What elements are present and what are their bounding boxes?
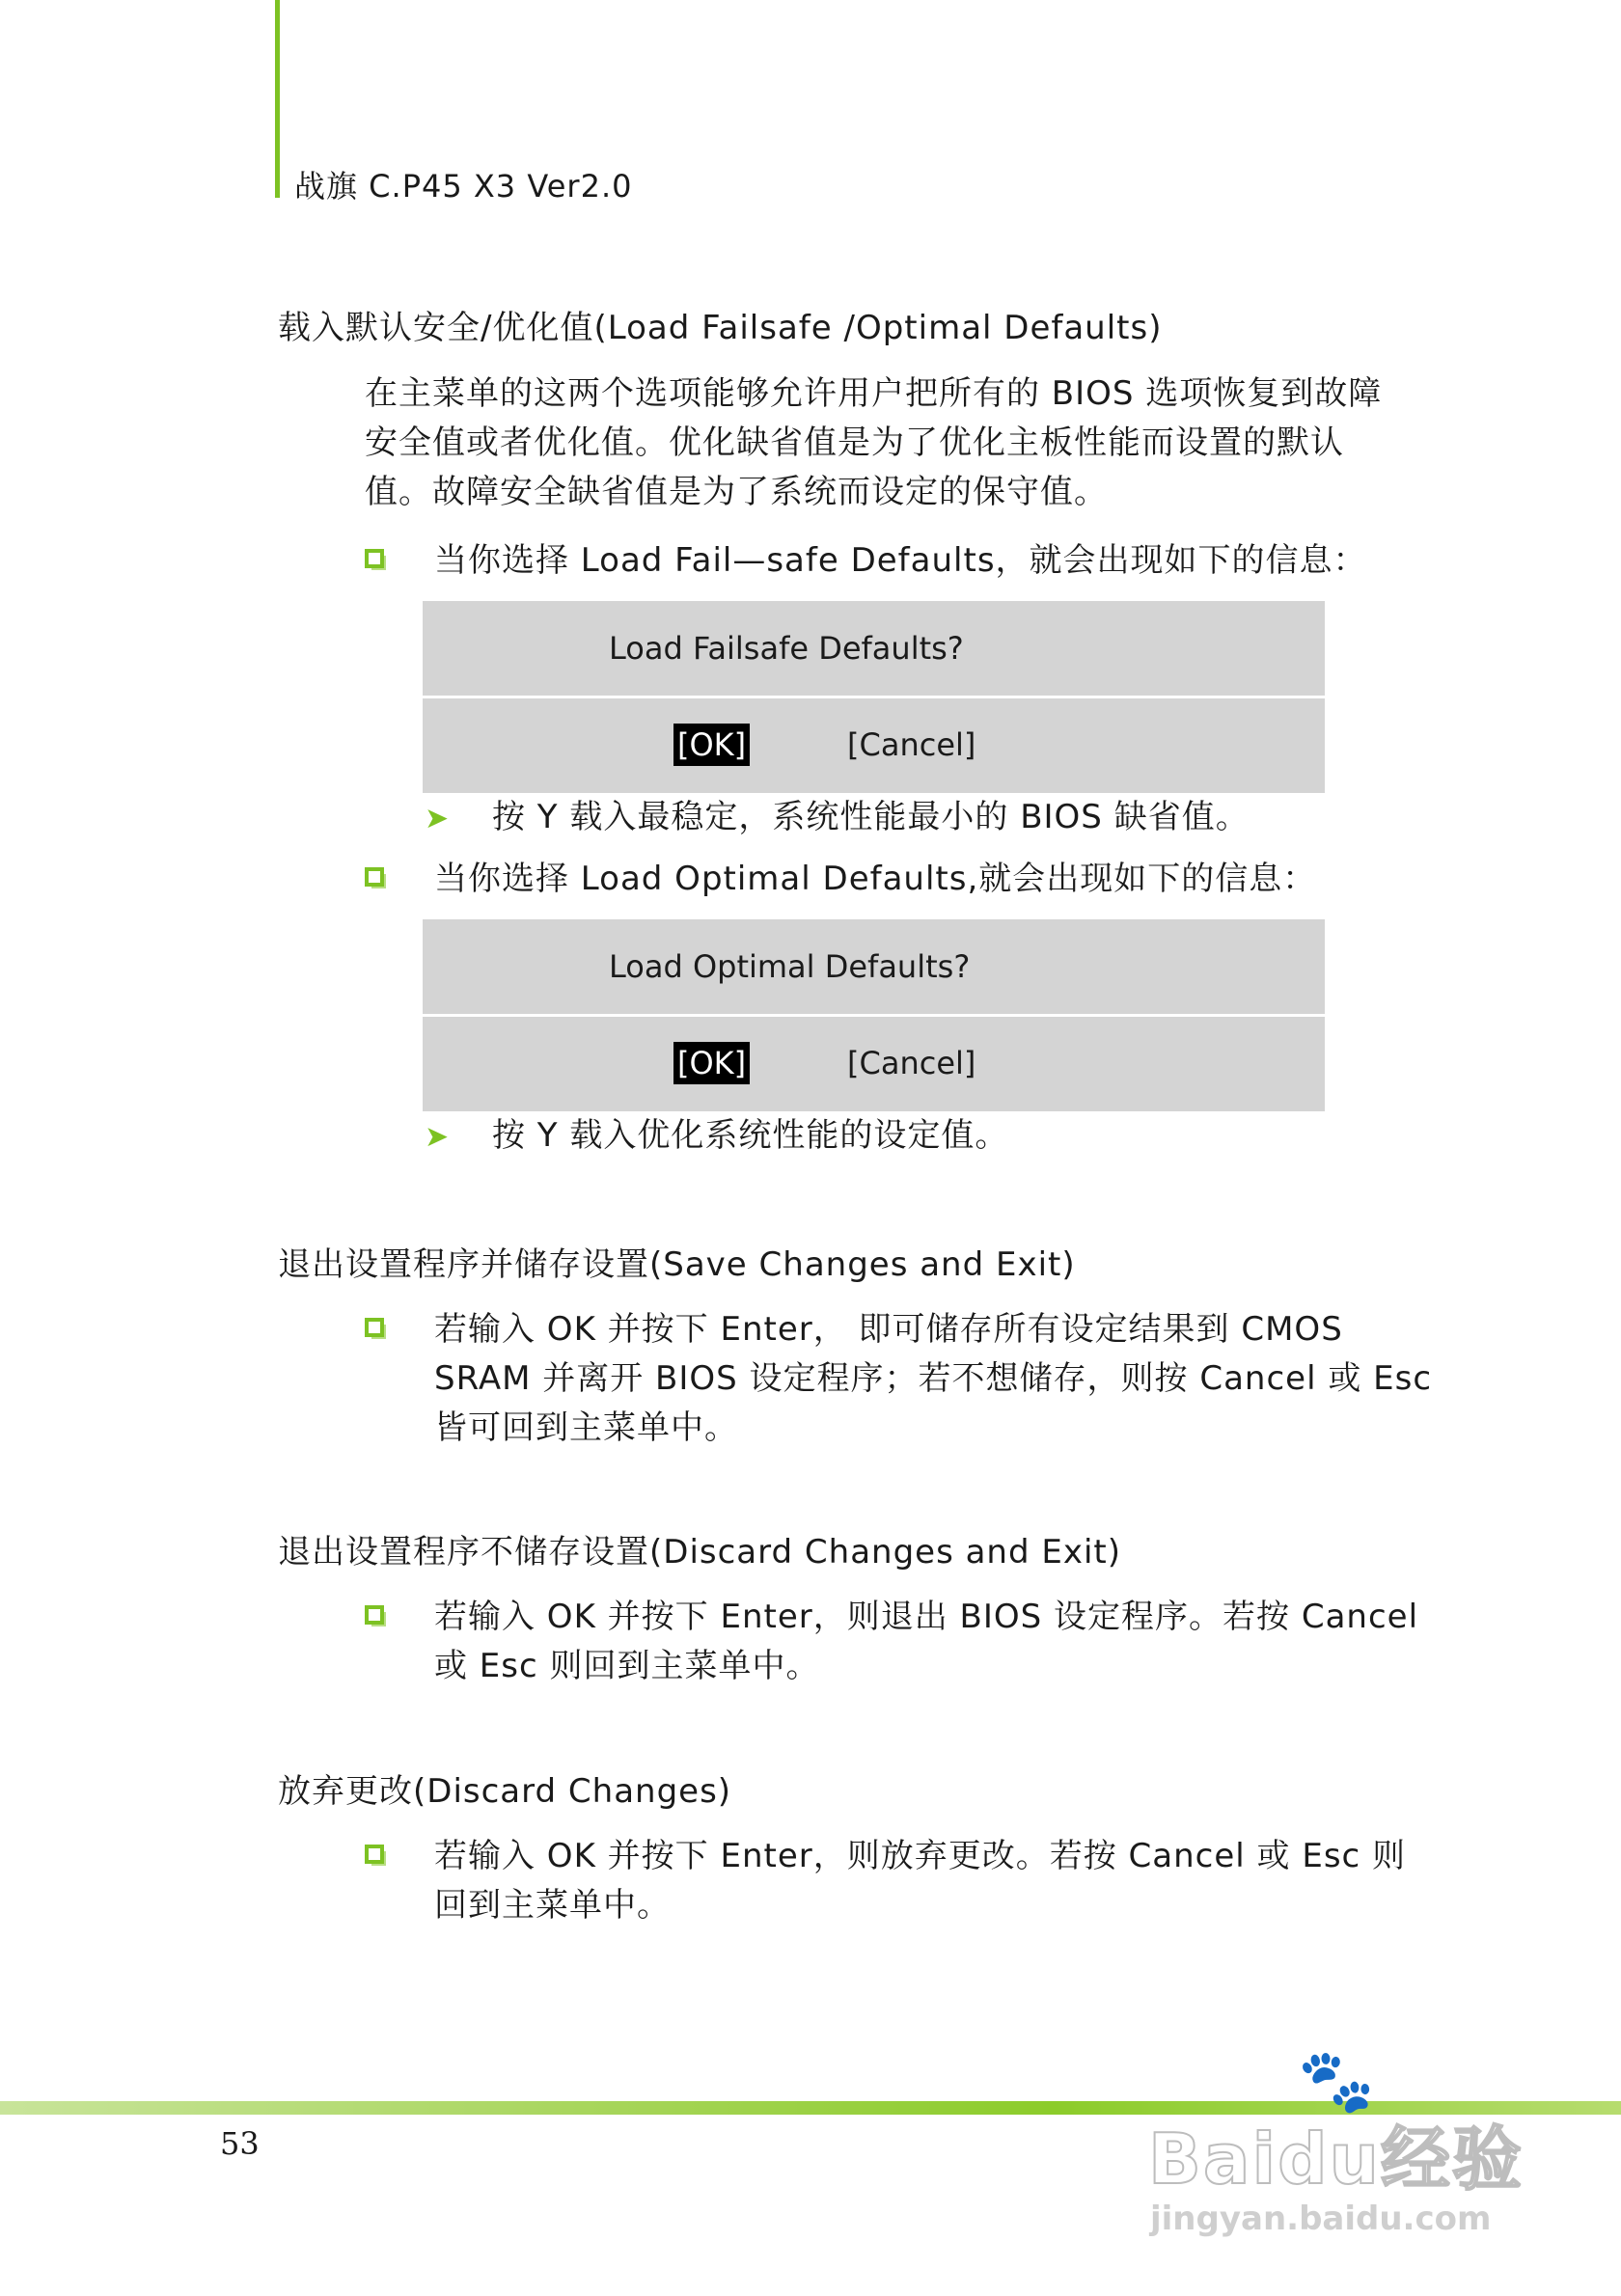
note-item [425, 1111, 1008, 1162]
dialog-prompt: Load Optimal Defaults? [423, 919, 1325, 1014]
list-item [365, 855, 1434, 904]
list-item [365, 536, 1434, 586]
section-heading-discard-exit: 退出设置程序不储存设置(Discard Changes and Exit) [278, 1533, 1122, 1572]
checkbox-bullet-icon [365, 1605, 384, 1625]
document-header: 战旗 C.P45 X3 Ver2.0 [294, 168, 633, 205]
arrow-bullet-icon: ➤ [425, 1120, 451, 1154]
watermark-url: jingyan.baidu.com [1150, 2200, 1492, 2238]
arrow-bullet-icon: ➤ [425, 802, 451, 835]
bios-dialog-failsafe [423, 601, 1325, 793]
cancel-button[interactable]: [Cancel] [847, 726, 976, 763]
checkbox-bullet-icon [365, 1845, 384, 1864]
ok-button[interactable]: [OK] [673, 1042, 750, 1084]
list-item-text: 当你选择 Load Optimal Defaults,就会出现如下的信息： [434, 860, 1317, 898]
dialog-button-row [423, 1017, 1325, 1111]
list-item-text: 若输入 OK 并按下 Enter，则退出 BIOS 设定程序。若按 Cancel 或 Esc 则回到主菜单中。 [434, 1598, 1419, 1685]
list-item-text: 若输入 OK 并按下 Enter，则放弃更改。若按 Cancel 或 Esc 则回到主菜单中。 [434, 1837, 1407, 1925]
dialog-button-row [423, 698, 1325, 793]
checkbox-bullet-icon [365, 1318, 384, 1337]
note-item [425, 793, 1250, 843]
section-paragraph: 在主菜单的这两个选项能够允许用户把所有的 BIOS 选项恢复到故障安全值或者优化值。优化缺省值是为了优化主板性能而设置的默认值。故障安全缺省值是为了系统而设定的保守值。 [365, 374, 1383, 511]
bios-dialog-optimal [423, 919, 1325, 1111]
cancel-button[interactable]: [Cancel] [847, 1045, 976, 1081]
list-item [365, 1832, 1434, 1930]
ok-button[interactable]: [OK] [673, 724, 750, 766]
dialog-prompt: Load Failsafe Defaults? [423, 601, 1325, 696]
paw-icon: 🐾 [1298, 2046, 1375, 2118]
header-accent-line [275, 0, 280, 198]
note-text: 按 Y 载入优化系统性能的设定值。 [492, 1116, 1009, 1155]
baidu-watermark [1148, 2045, 1534, 2238]
section-heading-save-exit: 退出设置程序并储存设置(Save Changes and Exit) [278, 1245, 1076, 1284]
note-text: 按 Y 载入最稳定，系统性能最小的 BIOS 缺省值。 [492, 798, 1250, 836]
list-item [365, 1305, 1434, 1453]
checkbox-bullet-icon [365, 867, 384, 887]
page-number: 53 [220, 2125, 260, 2162]
list-item [365, 1593, 1434, 1691]
list-item-text: 当你选择 Load Fail—safe Defaults，就会出现如下的信息： [434, 541, 1367, 580]
list-item-text: 若输入 OK 并按下 Enter， 即可储存所有设定结果到 CMOS SRAM 并离开 BIOS 设定程序；若不想储存，则按 Cancel 或 Esc 皆可回到主菜单中。 [434, 1310, 1433, 1447]
watermark-logo: Baidu经验 [1148, 2118, 1524, 2200]
section-heading-load-defaults: 载入默认安全/优化值(Load Failsafe /Optimal Defaults) [278, 309, 1163, 347]
section-heading-discard: 放弃更改(Discard Changes) [278, 1772, 732, 1811]
checkbox-bullet-icon [365, 549, 384, 568]
